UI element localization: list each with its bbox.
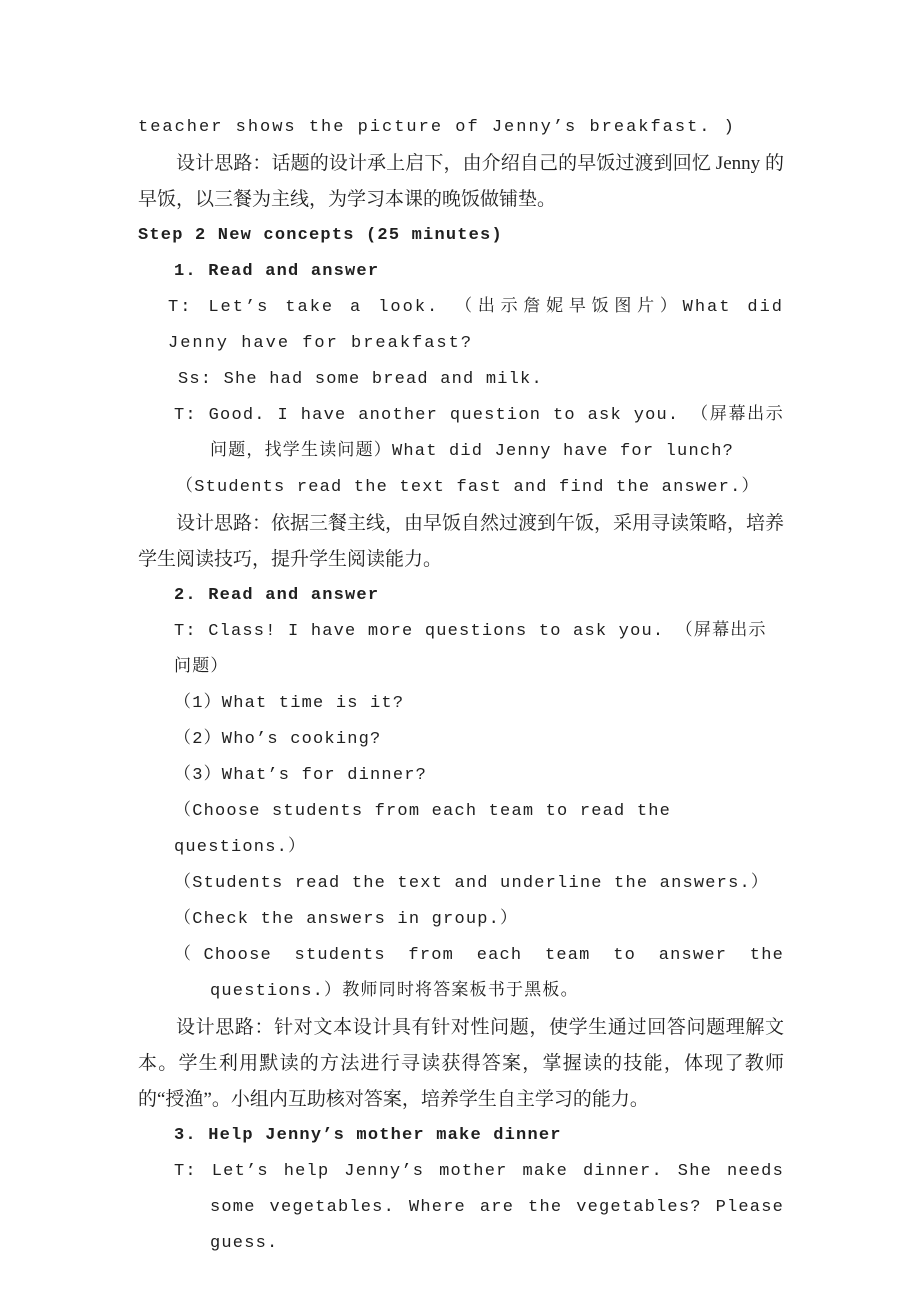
text-paragraph-design-idea-3: 设计思路：针对文本设计具有针对性问题，使学生通过回答问题理解文本。学生利用默读的方法进行寻读获得答案，掌握读的技能，体现了教师的“授渔”。小组内互助核对答案，培养学生自主学习的能力。 [138, 1017, 784, 1110]
text-line: （Students read the text and underline the answers.） [174, 874, 770, 893]
text-line: Ss: She had some bread and milk. [178, 370, 543, 389]
heading-activity-1: 1. Read and answer [174, 262, 380, 281]
text-line: teacher shows the picture of Jenny’s breakfast. ) [138, 118, 736, 137]
text-line: （Students read the text fast and find the answer.） [176, 478, 760, 497]
heading-step-2: Step 2 New concepts (25 minutes) [138, 226, 503, 245]
text-line: （Choose students from each team to answer the questions.）教师同时将答案板书于黑板。 [174, 946, 796, 1001]
text-line: （Check the answers in group.） [174, 910, 519, 929]
text-paragraph-design-idea-1: 设计思路：话题的设计承上启下，由介绍自己的早饭过渡到回忆 Jenny 的早饭，以三餐为主线，为学习本课的晚饭做铺垫。 [138, 153, 784, 210]
text-line: T: Good. I have another question to ask you. （屏幕出示问题，找学生读问题）What did Jenny have for lunch? [174, 406, 784, 461]
document-body [138, 110, 797, 1262]
text-line: T: Class! I have more questions to ask you. （屏幕出示问题） [174, 622, 767, 677]
question-item-2: （2）Who’s cooking? [174, 730, 382, 749]
question-item-3: （3）What’s for dinner? [174, 766, 428, 785]
text-line: （Choose students from each team to read the questions.） [174, 802, 683, 857]
heading-activity-3: 3. Help Jenny’s mother make dinner [174, 1126, 562, 1145]
heading-activity-2: 2. Read and answer [174, 586, 380, 605]
text-line: T: Let’s help Jenny’s mother make dinner. She needs some vegetables. Where are the vegetables? Please guess. [174, 1162, 796, 1253]
question-item-1: （1）What time is it? [174, 694, 405, 713]
text-line: T: Let’s take a look. （出示詹妮早饭图片）What did Jenny have for breakfast? [168, 298, 797, 353]
text-paragraph-design-idea-2: 设计思路：依据三餐主线，由早饭自然过渡到午饭，采用寻读策略，培养学生阅读技巧，提升学生阅读能力。 [138, 513, 785, 570]
